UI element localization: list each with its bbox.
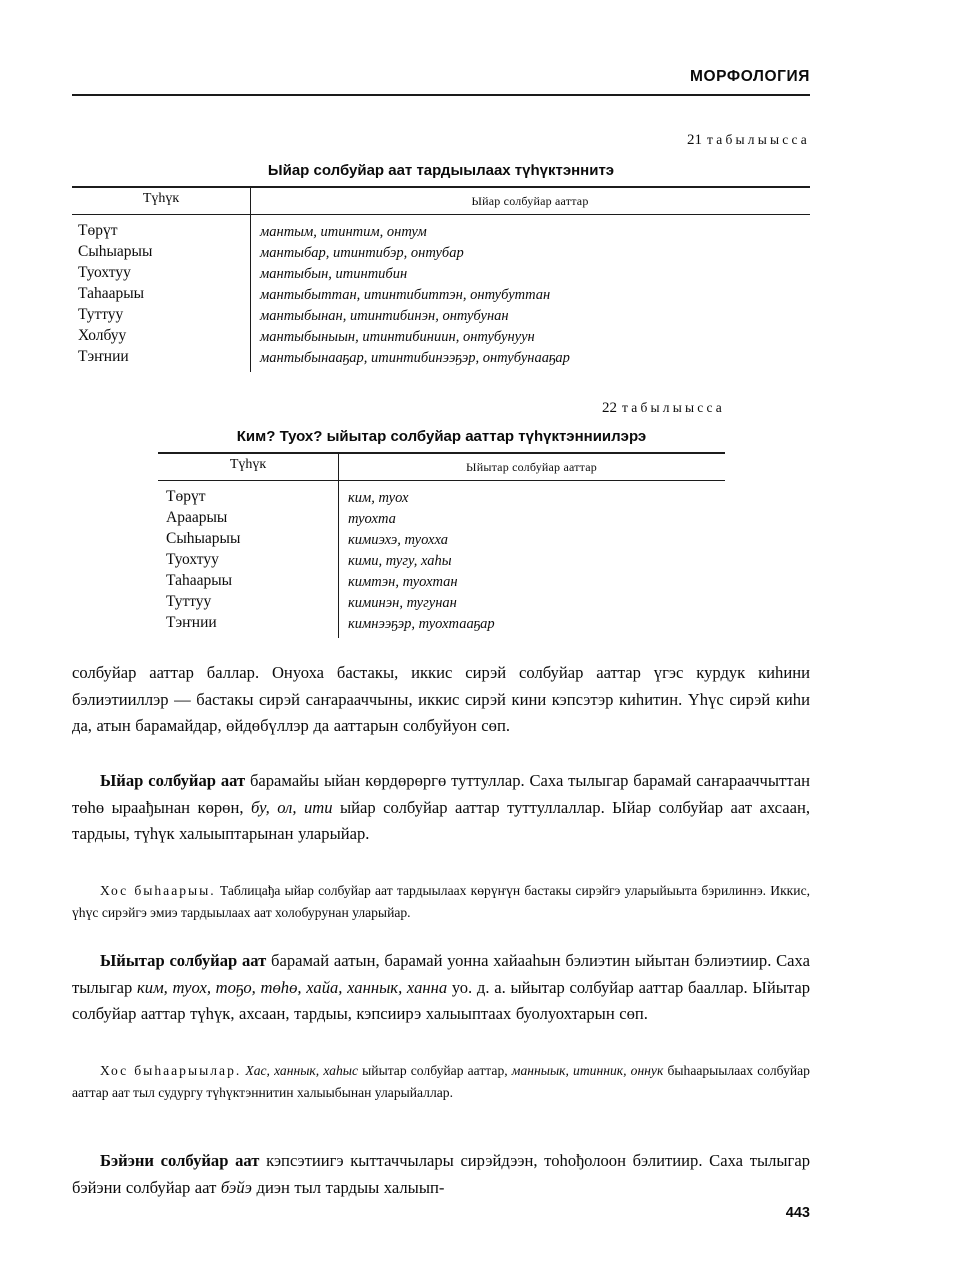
table-22-rule-top <box>158 452 725 454</box>
p2-examples: бу, ол, ити <box>250 797 333 817</box>
table-row: мантыбыныын, итинтибиниин, онтубунуун <box>260 329 535 345</box>
note-1-text: Таблицађа ыйар солбуйар аат тардыылаах көрүҥүн бастакы сирэйгэ уларыйыыта бэрилиннэ. Иккис, үһүс сирэйгэ эмиэ тардыылаах аат холобурунан уларыйар. <box>72 883 810 920</box>
table-row: мантыбыттан, итинтибиттэн, онтубуттан <box>260 287 551 303</box>
table-21-colhead-forms: Ыйар солбуйар ааттар <box>471 194 589 208</box>
table-row: мантым, итинтим, онтум <box>260 224 427 240</box>
header-rule <box>72 94 810 96</box>
table-22-caption <box>158 400 725 417</box>
table-row: Туохтуу <box>78 264 131 281</box>
table-row: Холбуу <box>78 327 127 344</box>
table-row: Туохтуу <box>166 551 219 568</box>
term-beyeni-solbuyar-aat: Бэйэни солбуйар аат <box>100 1151 260 1170</box>
running-head: МОРФОЛОГИЯ <box>689 68 810 85</box>
paragraph-reflexive-pronoun <box>72 1148 810 1201</box>
table-row: Тэҥнии <box>78 348 129 365</box>
table-row: кимнээҕэр, туохтааҕар <box>348 616 495 632</box>
table-row: Араарыы <box>166 509 228 526</box>
term-yiytar-solbuyar-aat: Ыйытар солбуйар аат <box>100 951 267 970</box>
table-21-rule-header <box>72 214 810 215</box>
table-21-caption-number: 21 <box>686 132 702 148</box>
table-row: кими, тугу, хаһы <box>348 553 452 569</box>
table-row: Туттуу <box>78 306 124 323</box>
table-row: Төрүт <box>166 488 206 505</box>
table-21-rule-top <box>72 186 810 188</box>
note-2-text-b: быһаарыылаах солбуйар ааттар аат тыл судургу түһүктэннитин халыыбынан уларыйаллар. <box>72 1063 810 1100</box>
table-row: мантыбынааҕар, итинтибинээҕэр, онтубунааҕар <box>260 350 570 366</box>
p4-example: бэйэ <box>220 1177 252 1197</box>
note-2-examples-2: манныык, итинник, оннук <box>511 1063 664 1078</box>
paragraph-interrogative-pronoun <box>72 948 810 1028</box>
p4-text-a: кэпсэтиигэ кыттаччылары сирэйдээн, тоһођолоон бэлитиир. Саха тылыгар бэйэни солбуйар аат <box>72 1151 810 1197</box>
table-row: киминэн, тугунан <box>348 595 457 611</box>
p4-text-b: диэн тыл тардыы халыып- <box>251 1177 445 1197</box>
table-22-rule-header <box>158 480 725 481</box>
table-21-caption <box>72 132 810 149</box>
table-row: мантыбынан, итинтибинэн, онтубунан <box>260 308 509 324</box>
note-2-lead: Хос быһаарыылар. <box>100 1063 242 1078</box>
table-22-caption-number: 22 <box>601 400 617 416</box>
note-2-examples-1: Хас, ханнык, хаһыс <box>241 1063 359 1078</box>
note-interrogative <box>72 1060 810 1104</box>
p3-text-b: уо. д. а. ыйытар солбуйар ааттар бааллар. Ыйытар солбуйар ааттар түһүк, ахсаан, тардыы, кэпсиирэ халыыптаах буолуохтарын сөп. <box>72 977 810 1024</box>
table-row: кимтэн, туохтан <box>348 574 458 590</box>
table-row: туохта <box>348 511 396 527</box>
p2-text-a: барамайы ыйан көрдөрөргө туттуллар. Саха тылыгар барамай саҥарааччыттан төһө ыраађынан көрөн, <box>72 771 810 817</box>
table-21-colhead-case: Түһүк <box>142 191 180 206</box>
p2-text-b: ыйар солбуйар ааттар туттуллаллар. Ыйар солбуйар аат ахсаан, тардыы, түһүк халыыптарынан уларыйар. <box>72 797 811 844</box>
note-demonstrative <box>72 880 810 924</box>
table-row: Тэҥнии <box>166 614 217 631</box>
p3-examples: ким, туох, тоҕо, төһө, хайа, ханнык, ханна <box>137 977 448 997</box>
table-row: Таһаарыы <box>78 285 145 302</box>
table-row: кимиэхэ, туохха <box>348 532 448 548</box>
table-row: Сыһыарыы <box>78 243 153 260</box>
table-21-column-divider <box>250 186 251 372</box>
page-number: 443 <box>785 1205 810 1221</box>
table-21-title: Ыйар солбуйар аат тардыылаах түһүктэннитэ <box>267 162 615 179</box>
table-22-colhead-case: Түһүк <box>229 457 267 472</box>
table-22 <box>158 452 725 642</box>
table-22-colhead-forms: Ыйытар солбуйар ааттар <box>466 460 597 474</box>
paragraph-demonstrative-pronoun <box>72 768 810 848</box>
table-row: мантыбар, итинтибэр, онтубар <box>260 245 464 261</box>
term-yiar-solbuyar-aat: Ыйар солбуйар аат <box>100 771 246 790</box>
table-21-caption-word: табылыысса <box>706 132 810 147</box>
note-1-lead: Хос быһаарыы. <box>100 883 216 898</box>
note-2-text-a: ыйытар солбуйар ааттар, <box>358 1063 512 1078</box>
table-row: Сыһыарыы <box>166 530 241 547</box>
table-row: Туттуу <box>166 593 212 610</box>
table-22-caption-word: табылыысса <box>621 400 725 415</box>
table-22-title: Ким? Туох? ыйытар солбуйар ааттар түһүктэнниилэрэ <box>236 428 647 445</box>
table-row: Төрүт <box>78 222 118 239</box>
p3-text-a: барамай аатын, барамай уонна хайааһын бэлиэтин ыйытан бэлиэтиир. Саха тылыгар <box>72 951 810 997</box>
table-row: Таһаарыы <box>166 572 233 589</box>
table-22-column-divider <box>338 452 339 638</box>
table-row: мантыбын, итинтибин <box>260 266 408 282</box>
paragraph-continuation-text: солбуйар ааттар баллар. Онуоха бастакы, иккис сирэй солбуйар ааттар үгэс курдук киһини бэлиэтииллэр — бастакы сирэй саҥарааччыны, иккис сирэй кини кэпсэтэр киһитин. Үһүс сирэй киһи да, атын барамайдар, өйдөбүллэр да ааттарын солбуйуон сөп. <box>72 663 810 736</box>
table-row: ким, туох <box>348 490 409 506</box>
table-21 <box>72 186 810 376</box>
paragraph-continuation <box>72 660 810 740</box>
